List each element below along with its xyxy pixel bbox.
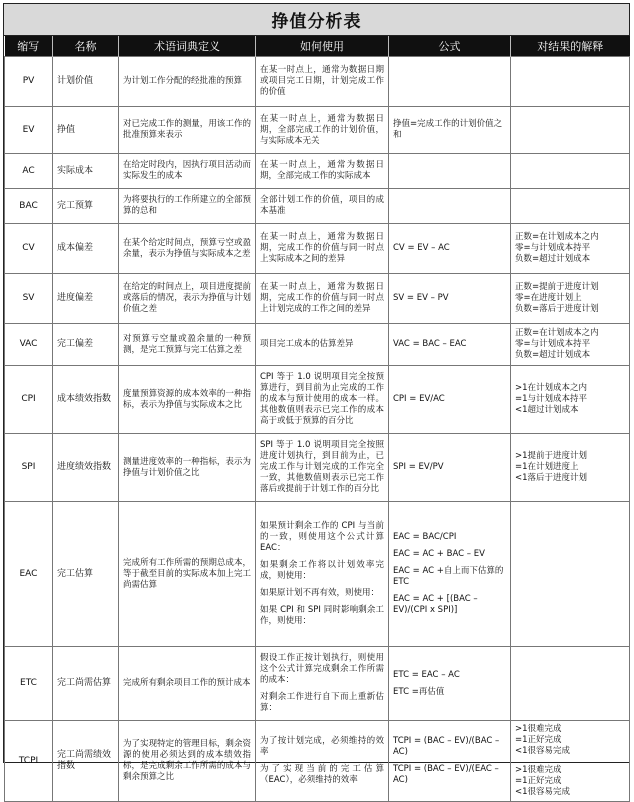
formula-cell xyxy=(389,274,511,324)
interpretation-line: 正数=在计划成本之内 xyxy=(515,328,599,338)
formula-cell xyxy=(389,366,511,434)
usage-line: 如果原计划不再有效，则使用： xyxy=(260,588,380,598)
definition-cell: 度量预算资源的成本效率的一种指标，表示为挣值与实际成本之比 xyxy=(119,366,256,434)
header-definition: 术语词典定义 xyxy=(119,36,256,57)
definition-cell: 为了实现特定的管理目标，剩余资源的使用必须达到的成本绩效指标，是完成剩余工作所需的成本与剩余预算之比 xyxy=(119,721,256,802)
formula-line: SPI = EV/PV xyxy=(393,462,444,472)
formula-cell xyxy=(389,154,511,189)
interpretation-cell xyxy=(511,324,630,366)
table-row xyxy=(5,366,630,434)
usage-line: 在某一时点上，通常为数据日期，全部完成工作的实际成本 xyxy=(260,160,384,181)
interpretation-line: 零=在进度计划上 xyxy=(515,293,582,303)
usage-cell xyxy=(256,224,389,274)
interpretation-line: 正数=提前于进度计划 xyxy=(515,282,599,292)
table-row xyxy=(5,721,630,802)
table-row xyxy=(5,224,630,274)
formula-line: TCPI = (BAC – EV)/(BAC – AC) xyxy=(393,736,500,757)
interpretation-cell xyxy=(511,224,630,274)
name-cell: 完工尚需绩效指数 xyxy=(53,721,119,802)
table-row xyxy=(5,57,630,107)
interpretation-line: >1在计划成本之内 xyxy=(515,383,588,393)
table-row xyxy=(5,502,630,647)
interpretation-cell xyxy=(511,189,630,224)
usage-cell xyxy=(256,647,389,721)
usage-line: 为了实现当前的完工估算（EAC），必须维持的效率 xyxy=(260,764,384,785)
formula-cell xyxy=(389,107,511,154)
interpretation-line: =1与计划成本持平 xyxy=(515,394,588,404)
formula-line: 挣值=完成工作的计划价值之和 xyxy=(393,119,503,140)
name-cell: 完工估算 xyxy=(53,502,119,647)
formula-line: ETC =再估值 xyxy=(393,686,445,697)
usage-line: 对剩余工作进行自下而上重新估算： xyxy=(260,692,384,713)
formula-line: CV = EV – AC xyxy=(393,243,450,253)
interpretation-line: <1落后于进度计划 xyxy=(515,473,588,483)
usage-cell xyxy=(256,57,389,107)
name-cell: 计划价值 xyxy=(53,57,119,107)
definition-cell: 完成所有工作所需的预期总成本，等于截至目前的实际成本加上完工尚需估算 xyxy=(119,502,256,647)
formula-line: EAC = AC + BAC – EV xyxy=(393,549,485,559)
abbr-cell: VAC xyxy=(5,324,53,366)
abbr-cell: TCPI xyxy=(5,721,53,802)
formula-cell xyxy=(389,324,511,366)
usage-cell xyxy=(256,189,389,224)
definition-cell: 为计划工作分配的经批准的预算 xyxy=(119,57,256,107)
name-cell: 成本偏差 xyxy=(53,224,119,274)
header-usage: 如何使用 xyxy=(256,36,389,57)
table-row xyxy=(5,107,630,154)
formula-cell xyxy=(389,502,511,647)
interpretation-cell xyxy=(511,57,630,107)
interpretation-line: 正数=在计划成本之内 xyxy=(515,232,599,242)
interpretation-line: 负数=超过计划成本 xyxy=(515,350,591,360)
definition-cell: 对已完成工作的测量，用该工作的批准预算来表示 xyxy=(119,107,256,154)
header-name: 名称 xyxy=(53,36,119,57)
interpretation-line: 零=与计划成本持平 xyxy=(515,243,591,253)
formula-cell xyxy=(389,434,511,502)
usage-line: 在某一时点上，通常为数据日期，完成工作的价值与同一时点上计划完成的工作之间的差异 xyxy=(260,282,384,314)
formula-line: EAC = AC +自上而下估算的 ETC xyxy=(393,566,504,587)
interpretation-line: >1很难完成 xyxy=(515,765,562,775)
interpretation-cell xyxy=(511,274,630,324)
usage-cell xyxy=(256,154,389,189)
formula-cell xyxy=(389,57,511,107)
header-interpretation: 对结果的解释 xyxy=(511,36,630,57)
usage-line: 在某一时点上，通常为数据日期或项目完工日期，计划完成工作的价值 xyxy=(260,65,384,97)
usage-cell xyxy=(256,366,389,434)
usage-line: 全部计划工作的价值，项目的成本基准 xyxy=(260,195,384,216)
name-cell: 完工尚需估算 xyxy=(53,647,119,721)
name-cell: 完工偏差 xyxy=(53,324,119,366)
interpretation-cell xyxy=(511,107,630,154)
abbr-cell: AC xyxy=(5,154,53,189)
usage-line: 如果剩余工作将以计划效率完成，则使用： xyxy=(260,560,384,581)
usage-cell xyxy=(256,107,389,154)
usage-line: 为了按计划完成，必须维持的效率 xyxy=(260,736,384,757)
interpretation-line: <1很容易完成 xyxy=(515,746,571,756)
usage-line: 在某一时点上，通常为数据日期，完成工作的价值与同一时点上实际成本之间的差异 xyxy=(260,232,384,264)
formula-line: EAC = AC + [(BAC – EV)/(CPI x SPI)] xyxy=(393,594,478,615)
usage-cell xyxy=(256,721,389,802)
formula-line: ETC = EAC – AC xyxy=(393,669,460,680)
abbr-cell: CV xyxy=(5,224,53,274)
name-cell: 进度绩效指数 xyxy=(53,434,119,502)
abbr-cell: SPI xyxy=(5,434,53,502)
usage-line: 假设工作正按计划执行，则使用这个公式计算完成剩余工作所需的成本： xyxy=(260,653,384,685)
definition-cell: 在给定时段内，因执行项目活动而实际发生的成本 xyxy=(119,154,256,189)
formula-line: EAC = BAC/CPI xyxy=(393,532,457,542)
formula-cell xyxy=(389,189,511,224)
usage-line: 如果预计剩余工作的 CPI 与当前的一致，则使用这个公式计算 EAC： xyxy=(260,521,384,553)
usage-line: 在某一时点上，通常为数据日期，全部完成工作的计划价值，与实际成本无关 xyxy=(260,113,384,146)
usage-line: CPI 等于 1.0 说明项目完全按预算进行，到目前为止完成的工作的成本与预计使用的成本一样。其他数值则表示已完工作的成本高于或低于预算的百分比 xyxy=(260,372,384,426)
interpretation-line: >1很难完成 xyxy=(515,724,562,734)
interpretation-cell xyxy=(511,647,630,721)
abbr-cell: CPI xyxy=(5,366,53,434)
interpretation-line: 负数=超过计划成本 xyxy=(515,254,591,264)
table-header-row xyxy=(5,36,630,57)
usage-cell xyxy=(256,502,389,647)
abbr-cell: EAC xyxy=(5,502,53,647)
header-formula: 公式 xyxy=(389,36,511,57)
interpretation-cell xyxy=(511,434,630,502)
interpretation-line: <1超过计划成本 xyxy=(515,405,579,415)
abbr-cell: EV xyxy=(5,107,53,154)
header-abbr: 缩写 xyxy=(5,36,53,57)
formula-cell xyxy=(389,224,511,274)
table-row xyxy=(5,324,630,366)
interpretation-line: 负数=落后于进度计划 xyxy=(515,304,599,314)
formula-line: VAC = BAC – EAC xyxy=(393,339,467,349)
table-row xyxy=(5,434,630,502)
formula-cell xyxy=(389,647,511,721)
definition-cell: 在某个给定时间点，预算亏空或盈余量，表示为挣值与实际成本之差 xyxy=(119,224,256,274)
page-title: 挣值分析表 xyxy=(4,4,629,36)
usage-cell xyxy=(256,324,389,366)
name-cell: 完工预算 xyxy=(53,189,119,224)
interpretation-cell xyxy=(511,366,630,434)
name-cell: 挣值 xyxy=(53,107,119,154)
definition-cell: 完成所有剩余项目工作的预计成本 xyxy=(119,647,256,721)
formula-cell xyxy=(389,721,511,802)
table-row xyxy=(5,189,630,224)
usage-line: 如果 CPI 和 SPI 同时影响剩余工作，则使用： xyxy=(260,605,384,626)
definition-cell: 在给定的时间点上，项目进度提前或落后的情况，表示为挣值与计划价值之差 xyxy=(119,274,256,324)
table-row xyxy=(5,154,630,189)
ev-analysis-table-frame xyxy=(3,3,630,797)
definition-cell: 测量进度效率的一种指标，表示为挣值与计划价值之比 xyxy=(119,434,256,502)
usage-line: SPI 等于 1.0 说明项目完全按照进度计划执行，到目前为止，已完成工作与计划完成的工作完全一致，其他数值则表示已完工作落后或提前于计划工作的百分比 xyxy=(260,440,384,494)
abbr-cell: BAC xyxy=(5,189,53,224)
usage-cell xyxy=(256,434,389,502)
abbr-cell: SV xyxy=(5,274,53,324)
formula-line: CPI = EV/AC xyxy=(393,394,445,404)
table-body xyxy=(5,57,630,802)
usage-cell xyxy=(256,274,389,324)
interpretation-line: 零=与计划成本持平 xyxy=(515,339,591,349)
formula-line: SV = EV – PV xyxy=(393,293,449,303)
interpretation-line: >1提前于进度计划 xyxy=(515,451,588,461)
interpretation-cell xyxy=(511,502,630,647)
table-row xyxy=(5,647,630,721)
interpretation-line: =1正好完成 xyxy=(515,735,562,745)
interpretation-cell xyxy=(511,154,630,189)
name-cell: 实际成本 xyxy=(53,154,119,189)
usage-line: 项目完工成本的估算差异 xyxy=(260,339,354,349)
abbr-cell: PV xyxy=(5,57,53,107)
table-row xyxy=(5,274,630,324)
abbr-cell: ETC xyxy=(5,647,53,721)
definition-cell: 对预算亏空量或盈余量的一种预测，是完工预算与完工估算之差 xyxy=(119,324,256,366)
interpretation-line: =1正好完成 xyxy=(515,776,562,786)
ev-analysis-table xyxy=(4,36,630,802)
interpretation-line: <1很容易完成 xyxy=(515,787,571,797)
definition-cell: 为将要执行的工作所建立的全部预算的总和 xyxy=(119,189,256,224)
name-cell: 成本绩效指数 xyxy=(53,366,119,434)
interpretation-line: =1在计划进度上 xyxy=(515,462,579,472)
formula-line: TCPI = (BAC – EV)/(EAC – AC) xyxy=(393,764,499,785)
name-cell: 进度偏差 xyxy=(53,274,119,324)
interpretation-cell xyxy=(511,721,630,802)
